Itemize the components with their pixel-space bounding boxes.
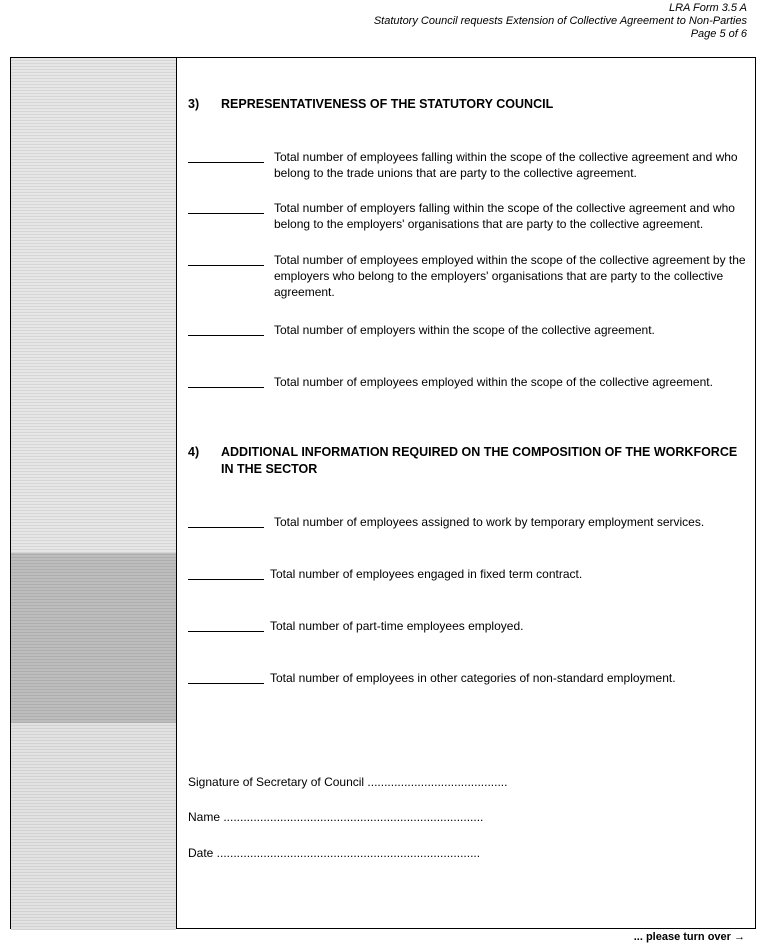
section-3-title: REPRESENTATIVENESS OF THE STATUTORY COUNCIL	[221, 97, 554, 111]
form-header	[374, 2, 747, 41]
form-frame	[10, 57, 756, 929]
answer-blank[interactable]	[188, 683, 264, 684]
please-turn-over: ... please turn over →	[633, 931, 745, 943]
sidebar-middle-shade	[11, 553, 176, 723]
answer-blank[interactable]	[188, 387, 264, 388]
shaded-sidebar	[11, 58, 177, 928]
name-line[interactable]: Name ..............................................................................	[188, 810, 484, 824]
list-item-text: Total number of employers falling within the scope of the collective agreement and who belong to the employers' organisations that are party to the collective agreement.	[274, 201, 735, 231]
list-item-text: Total number of part-time employees employed.	[270, 619, 524, 633]
form-number: LRA Form 3.5 A	[668, 2, 747, 14]
section-4-title: ADDITIONAL INFORMATION REQUIRED ON THE COMPOSITION OF THE WORKFORCE IN THE SECTOR	[221, 445, 738, 476]
list-item-text: Total number of employers within the scope of the collective agreement.	[274, 323, 655, 337]
list-item-text: Total number of employees employed within the scope of the collective agreement by the employers who belong to the employers' organisations that are party to the collective agreement.	[274, 253, 746, 299]
section-4-number: 4)	[188, 445, 200, 459]
signature-line[interactable]: Signature of Secretary of Council ..........................................	[188, 775, 508, 789]
list-item-text: Total number of employees in other categories of non-standard employment.	[270, 671, 676, 685]
sidebar-lower-shade	[11, 723, 176, 930]
section-3-heading	[188, 96, 754, 116]
answer-blank[interactable]	[188, 265, 264, 266]
answer-blank[interactable]	[188, 527, 264, 528]
list-item-text: Total number of employees employed within the scope of the collective agreement.	[274, 375, 713, 389]
section-4-heading	[188, 444, 754, 484]
list-item-text: Total number of employees engaged in fixed term contract.	[270, 567, 583, 581]
section-3-number: 3)	[188, 97, 200, 111]
page-number: Page 5 of 6	[690, 28, 747, 40]
answer-blank[interactable]	[188, 631, 264, 632]
answer-blank[interactable]	[188, 162, 264, 163]
form-content	[188, 58, 754, 928]
answer-blank[interactable]	[188, 213, 264, 214]
sidebar-upper-shade	[11, 58, 176, 553]
answer-blank[interactable]	[188, 579, 264, 580]
date-line[interactable]: Date ...............................................................................	[188, 846, 481, 860]
list-item-text: Total number of employees falling within the scope of the collective agreement and who belong to the trade unions that are party to the collective agreement.	[274, 150, 738, 180]
list-item-text: Total number of employees assigned to work by temporary employment services.	[274, 515, 705, 529]
answer-blank[interactable]	[188, 335, 264, 336]
form-title: Statutory Council requests Extension of Collective Agreement to Non-Parties	[373, 15, 747, 27]
